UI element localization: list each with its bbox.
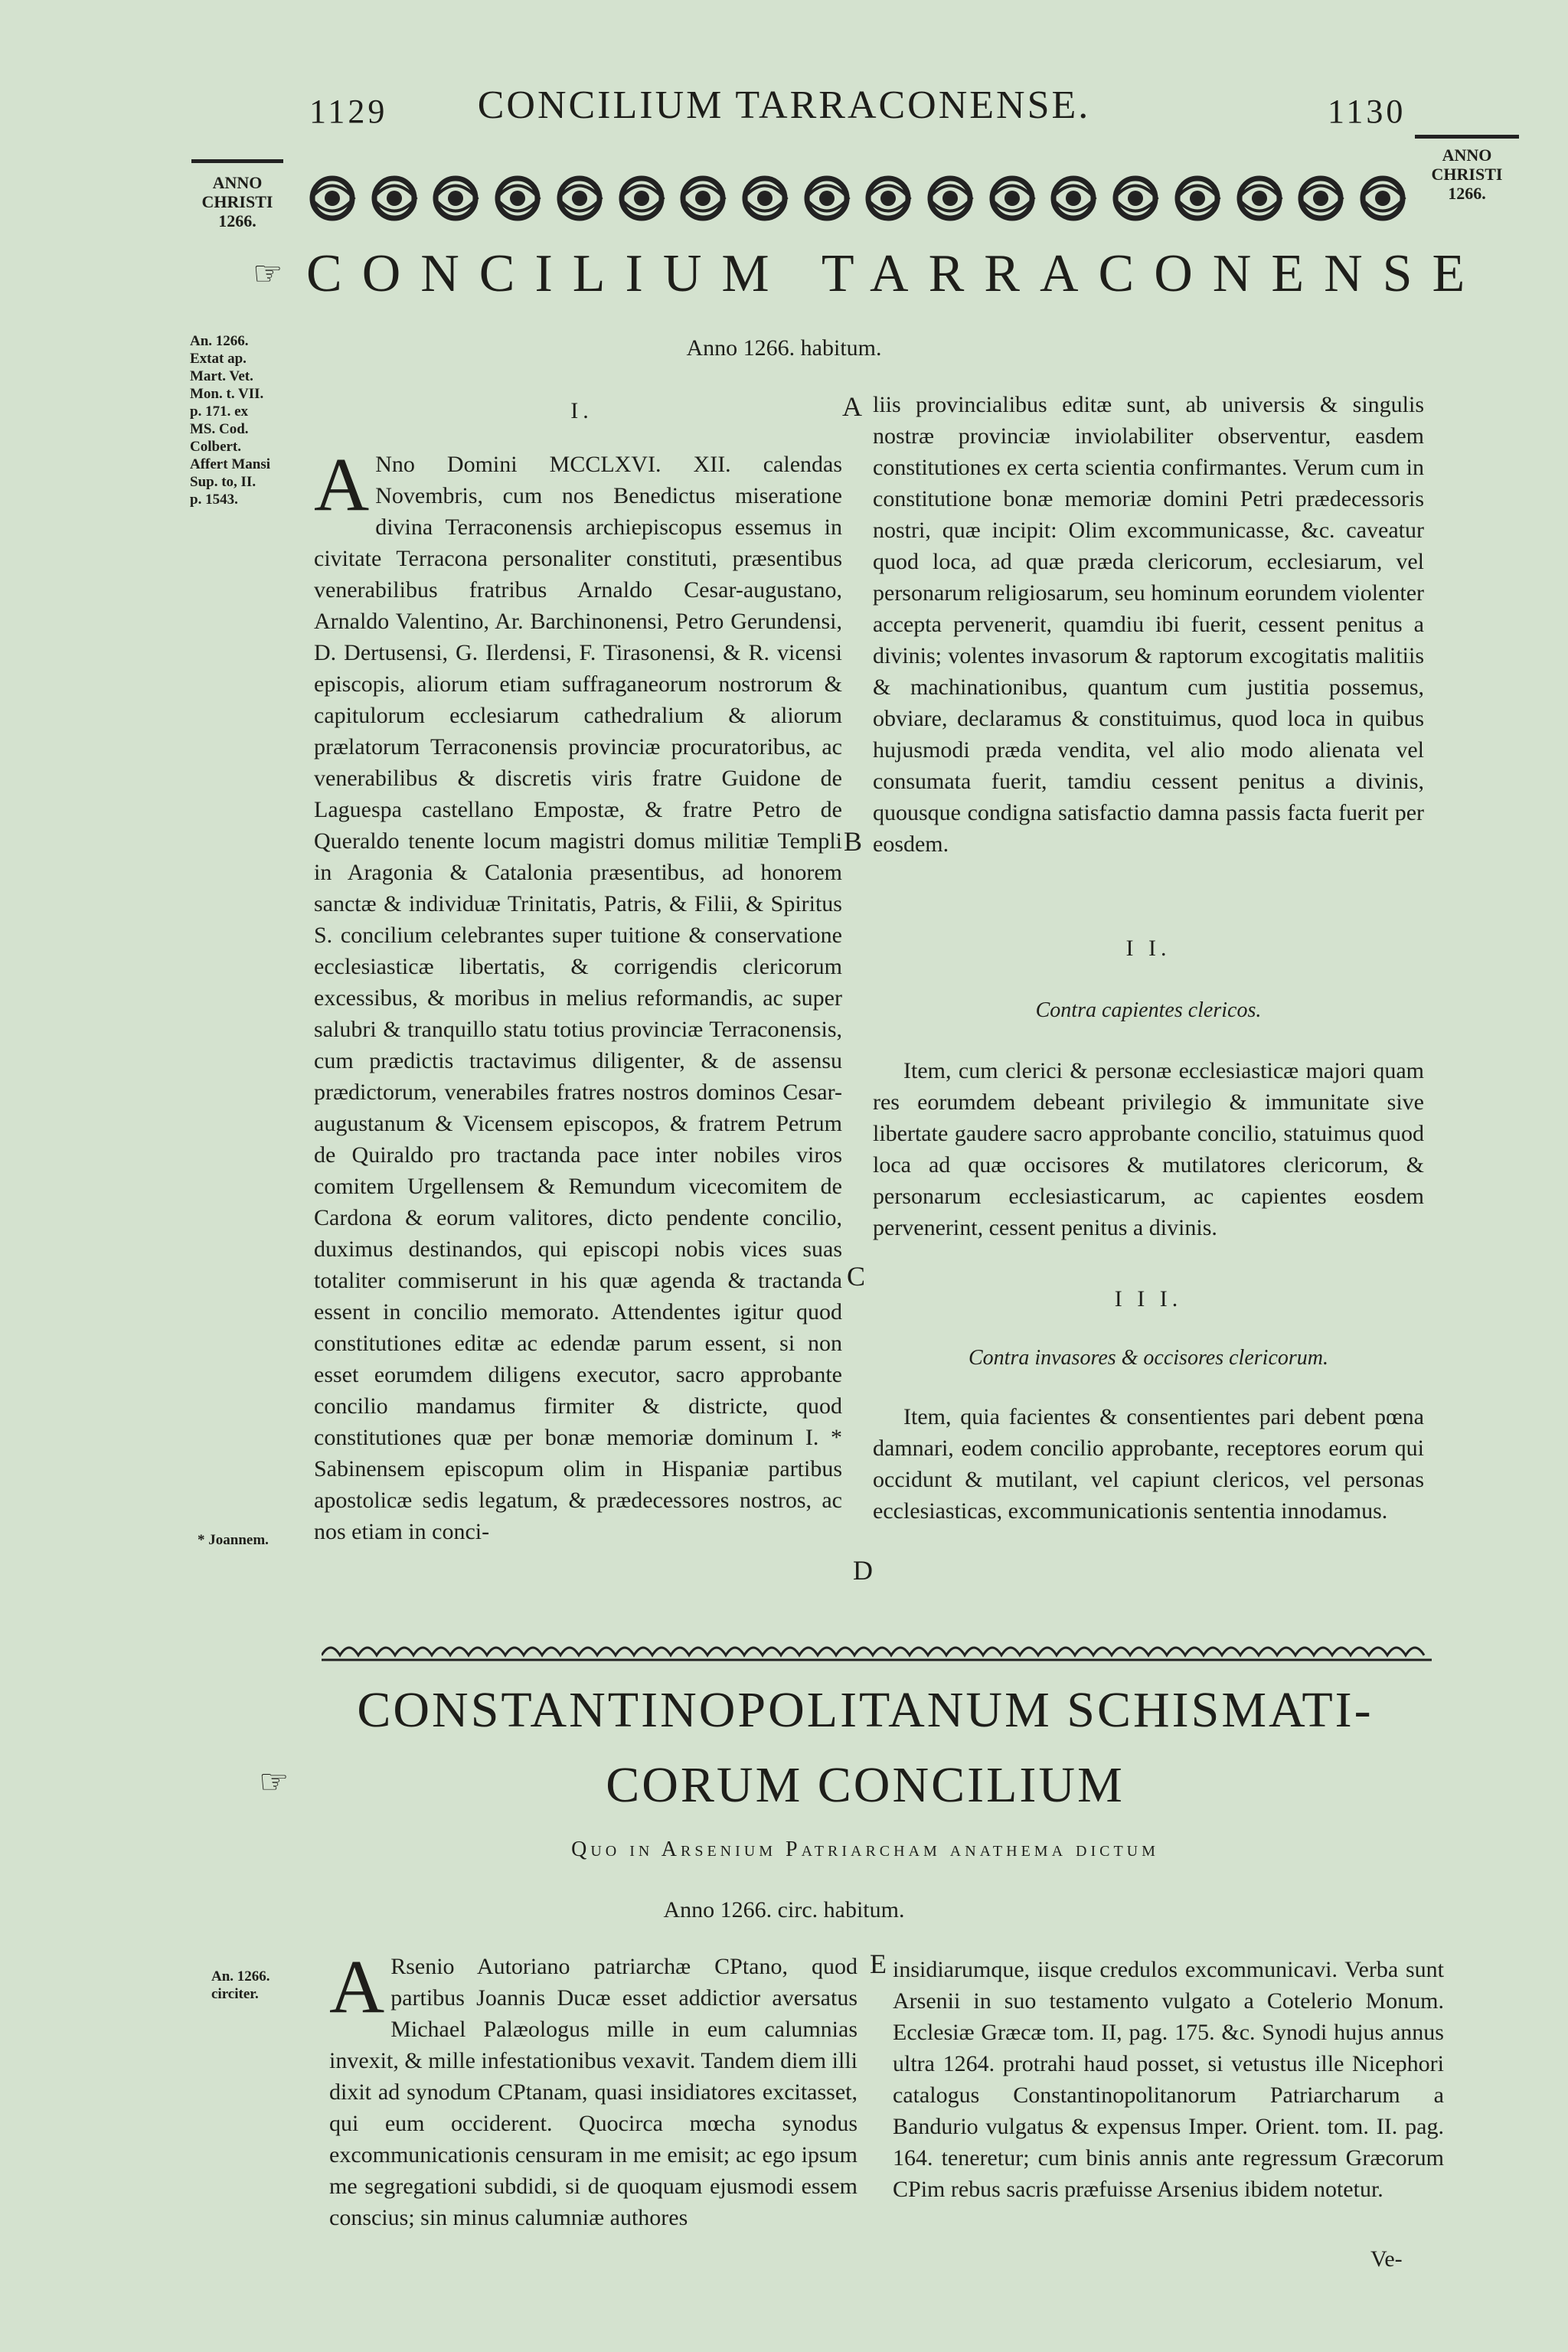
margin-note-2: An. 1266. circiter. [211, 1968, 270, 2002]
margin-note-joannem: * Joannem. [198, 1532, 269, 1548]
side-letter-e: E [870, 1949, 887, 1979]
section-3-title: Contra invasores & occisores clericorum. [969, 1346, 1328, 1370]
pointing-hand-icon: ☞ [259, 1763, 289, 1801]
drop-cap: A [314, 442, 370, 527]
rosette-ornament-icon [739, 173, 791, 224]
rosette-ornament-icon [1295, 173, 1347, 224]
section-2-text: Item, cum clerici & personæ ecclesiasticæ majori quam res eorumdem debeant privilegio & immunitate sive libertate gaudere sacro approbante concilio, statuimus quod loca ad quæ occisores & mutilatores clericorum, & personarum ecclesiasticarum, ac capientes eosdem pervenerint, cessent penitus a divinis. [873, 1058, 1424, 1240]
side-letter-b: B [844, 826, 863, 857]
rosette-ornament-icon [1047, 173, 1099, 224]
section-2-title: Contra capientes clericos. [1035, 998, 1262, 1022]
council-2-left-column [329, 1944, 858, 2233]
council-2-title-line2: CORUM CONCILIUM [606, 1757, 1125, 1813]
council-2-date: Anno 1266. circ. habitum. [663, 1897, 905, 1922]
rosette-ornament-icon [924, 173, 976, 224]
rosette-ornament-icon [677, 173, 729, 224]
rosette-ornament-icon [368, 173, 420, 224]
rosette-ornament-icon [986, 173, 1038, 224]
left-column [314, 442, 842, 1547]
page-number-right: 1130 [1328, 93, 1406, 130]
rosette-ornament-icon [1109, 173, 1161, 224]
anno-christi-right: ANNO CHRISTI 1266. [1431, 145, 1503, 203]
drop-cap: A [329, 1944, 385, 2029]
section-2-number: I I. [1125, 936, 1171, 961]
council-2-right-text: insidiarumque, iisque credulos excommunicavi. Verba sunt Arsenii in suo testamento vulgato a Cotelerio Monum. Ecclesiæ Græcæ tom. II, pag. 175. &c. Synodi hujus annus ultra 1264. protrahi haud posset, si vetustus ille Nicephori catalogus Constantinopolitanorum Patriarcharum a Bandurio vulgatus & expensus Imper. Orient. tom. II. pag. 164. teneretur; cum binis annis ante regressum Græcorum CPim rebus sacris præfuisse Arsenius ibidem notetur. [893, 1957, 1444, 2202]
council-subtitle: Anno 1266. habitum. [686, 335, 882, 361]
rosette-ornament-icon [801, 173, 853, 224]
side-letter-c: C [847, 1261, 866, 1292]
catchword: Ve- [1370, 2246, 1403, 2272]
side-letter-d: D [853, 1555, 873, 1586]
rosette-ornament-icon [862, 173, 914, 224]
pointing-hand-icon: ☞ [253, 255, 283, 292]
header-rule-left [191, 159, 283, 163]
running-title: CONCILIUM TARRACONENSE. [477, 83, 1091, 127]
council-2-title-line1: CONSTANTINOPOLITANUM SCHISMATI- [357, 1682, 1374, 1738]
council-2-left-text: Rsenio Autoriano patriarchæ CPtano, quod partibus Joannis Ducæ esset addictior aversatus Michael Palæologus mille in eum calumnias invexit, & mille infestationibus vexavit. Tandem diem illi dixit ad synodum CPtanam, quasi insidiatores excitasset, qui eum occiderent. Quocirca mœcha synodus excommunicationis censuram in me emisit; ac ego ipsum me segregationi subdidi, si de quoquam ejusmodi essem conscius; sin minus calumniæ authores [329, 1954, 858, 2230]
rosette-ornament-icon [430, 173, 482, 224]
council-title: CONCILIUM TARRACONENSE [306, 244, 1485, 303]
council-2-subtitle: Quo in Arsenium Patriarcham anathema dictum [571, 1838, 1159, 1861]
anno-christi-left: ANNO CHRISTI 1266. [201, 173, 273, 230]
rosette-ornament-icon [1233, 173, 1285, 224]
side-letter-a: A [842, 391, 862, 422]
section-3-body [873, 1401, 1424, 1527]
ornamental-divider [322, 1638, 1432, 1664]
rosette-ornament-icon [554, 173, 606, 224]
rosette-ornament-icon [306, 173, 358, 224]
header-rule-right [1415, 135, 1519, 139]
rosette-ornament-icon [492, 173, 544, 224]
rosette-ornament-icon [1171, 173, 1223, 224]
rosette-ornament-icon [1357, 173, 1409, 224]
page-number-left: 1129 [309, 93, 388, 130]
section-2-body [873, 1055, 1424, 1243]
section-3-number: I I I. [1114, 1286, 1183, 1312]
section-1-continued: liis provincialibus editæ sunt, ab universis & singulis nostræ provinciæ inviolabiliter observentur, easdem constitutiones ex certa scientia confirmantes. Verum cum in constitutione bonæ memoriæ domini Petri prædecessoris nostri, quæ incipit: Olim excommunicasse, &c. caveatur quod loca, ad quæ præda clericorum, ecclesiarum, vel personarum religiosarum, seu hominum eorundem violenter accepta pervenerit, quamdiu ibi fuerit, cessent penitus a divinis; volentes invasorum & raptorum excogitatis malitiis & machinationibus, quantum cum justitia possemus, obviare, declaramus & constituimus, quod loca in quibus hujusmodi præda vendita, vel alio modo alienata vel consumata fuerit, tamdiu cessent penitus a divinis, quousque condigna satisfactio damna passis facta fuerit per eosdem. [873, 392, 1424, 857]
ornament-band [306, 173, 1409, 227]
rosette-ornament-icon [616, 173, 668, 224]
council-2-right-column [893, 1954, 1444, 2205]
section-1-number: I. [570, 398, 593, 423]
section-3-text: Item, quia facientes & consentientes pari debent pœna damnari, eodem concilio approbante, receptores eorum qui occidunt & mutilant, vel capiunt clericos, vel personas ecclesiasticas, excommunicationis sententia innodamus. [873, 1404, 1424, 1524]
right-column [873, 389, 1424, 860]
margin-note: An. 1266. Extat ap. Mart. Vet. Mon. t. VII. p. 171. ex MS. Cod. Colbert. Affert Mansi Sup. to, II. p. 1543. [190, 333, 270, 508]
section-1-text: Nno Domini MCCLXVI. XII. calendas Novembris, cum nos Benedictus miseratione divina Terraconensis archiepiscopus essemus in civitate Terracona personaliter constituti, præsentibus venerabilibus fratribus Arnaldo Cesar-augustano, Arnaldo Valentino, Ar. Barchinonensi, Petro Gerundensi, D. Dertusensi, G. Ilerdensi, F. Tirasonensi, & R. vicensi episcopis, aliorum etiam suffraganeorum nostrorum & capitulorum ecclesiarum cathedralium & aliorum prælatorum Terraconensis provinciæ procuratoribus, ac venerabilibus & discretis viris fratre Guidone de Laguespa castellano Empostæ, & fratre Petro de Queraldo tenente locum magistri domus militiæ Templi in Aragonia & Catalonia præsentibus, ad honorem sanctæ & individuæ Trinitatis, Patris, & Filii, & Spiritus S. concilium celebrantes super tuitione & conservatione ecclesiasticæ libertatis, & corrigendis clericorum excessibus, & moribus in melius reformandis, ac super salubri & tranquillo statu totius provinciæ Terraconensis, cum prædictis tractavimus diligenter, & de assensu prædictorum, venerabiles fratres nostros dominos Cesar-augustanum & Vicensem episcopos, & fratrem Petrum de Quiraldo pro tractanda pace inter nobiles viros comitem Urgellensem & Remundum vicecomitem de Cardona & eorum valitores, dicto pendente concilio, duximus destinandos, qui episcopi nobis vices suas totaliter commiserunt in his quæ agenda & tractanda essent in concilio memorato. Attendentes igitur quod constitutiones editæ ac edendæ parum essent, si non esset eorumdem diligens executor, sacro approbante concilio mandamus firmiter & districte, quod constitutiones quæ per bonæ memoriæ dominum I. * Sabinensem episcopum olim in Hispaniæ partibus apostolicæ sedis legatum, & prædecessores nostros, ac nos etiam in conci- [314, 452, 842, 1544]
